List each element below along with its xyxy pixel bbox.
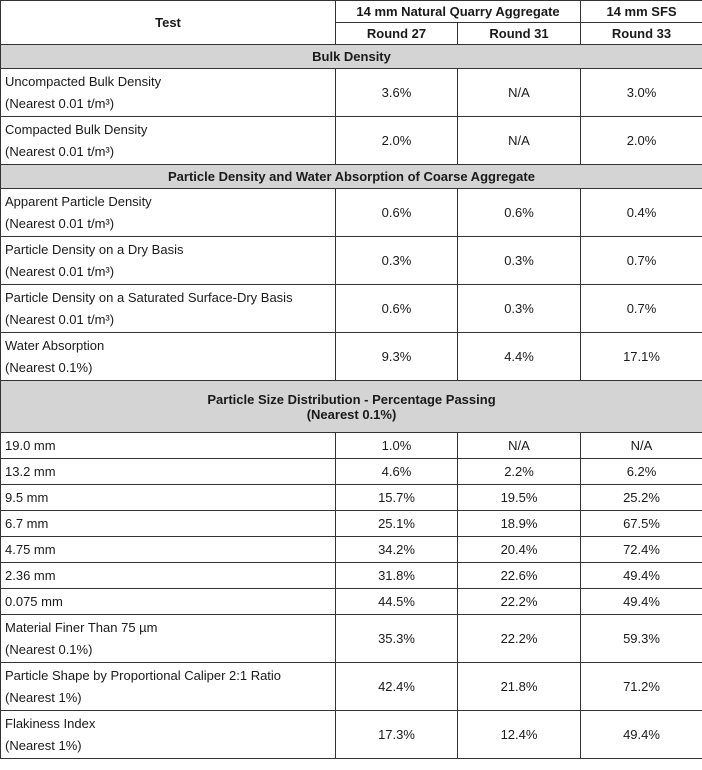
test-name: 19.0 mm (5, 437, 56, 453)
test-label-cell (1, 433, 336, 459)
value-cell: 17.3% (336, 711, 458, 759)
value-cell: 35.3% (336, 615, 458, 663)
value-cell: 21.8% (458, 663, 581, 711)
value-cell: 0.3% (336, 237, 458, 285)
test-name: Particle Density on a Dry Basis (5, 241, 184, 257)
value-cell: 59.3% (581, 615, 702, 663)
table-row (1, 433, 702, 459)
section-title-text: Bulk Density (312, 49, 391, 64)
value-cell: 0.6% (336, 285, 458, 333)
test-precision: (Nearest 0.01 t/m³) (5, 263, 115, 279)
value-cell: N/A (458, 117, 581, 165)
value-cell: 4.6% (336, 459, 458, 485)
section-header-row (1, 165, 702, 189)
test-name: 0.075 mm (5, 593, 63, 609)
value-cell: 0.3% (458, 285, 581, 333)
value-cell: 31.8% (336, 563, 458, 589)
table-body (1, 45, 702, 759)
test-name: Flakiness Index (5, 715, 96, 731)
table-row (1, 189, 702, 237)
test-label-cell (1, 537, 336, 563)
value-cell: 6.2% (581, 459, 702, 485)
test-label-cell (1, 589, 336, 615)
test-name: Particle Shape by Proportional Caliper 2:1 Ratio (5, 667, 282, 683)
test-label-cell (1, 663, 336, 711)
value-cell: N/A (458, 69, 581, 117)
test-name: Compacted Bulk Density (5, 121, 148, 137)
table-row (1, 537, 702, 563)
table-row (1, 615, 702, 663)
value-cell: 3.0% (581, 69, 702, 117)
table-row (1, 285, 702, 333)
section-title (1, 165, 702, 189)
section-title (1, 381, 702, 433)
table-row (1, 589, 702, 615)
test-label-cell (1, 285, 336, 333)
test-label-cell (1, 711, 336, 759)
value-cell: 25.2% (581, 485, 702, 511)
value-cell: 25.1% (336, 511, 458, 537)
section-title-sub: (Nearest 0.1%) (306, 406, 397, 422)
test-label-cell (1, 615, 336, 663)
value-cell: 67.5% (581, 511, 702, 537)
value-cell: 49.4% (581, 589, 702, 615)
value-cell: 22.2% (458, 589, 581, 615)
value-cell: 2.0% (336, 117, 458, 165)
test-label-cell (1, 333, 336, 381)
value-cell: 49.4% (581, 711, 702, 759)
test-label-cell (1, 189, 336, 237)
value-cell: 3.6% (336, 69, 458, 117)
table-row (1, 511, 702, 537)
value-cell: 0.6% (336, 189, 458, 237)
test-precision: (Nearest 1%) (5, 737, 82, 753)
test-name: Particle Density on a Saturated Surface-Dry Basis (5, 289, 293, 305)
section-header-row (1, 45, 702, 69)
value-cell: 34.2% (336, 537, 458, 563)
table-row (1, 117, 702, 165)
test-name: Material Finer Than 75 µm (5, 619, 158, 635)
round-header: Round 31 (458, 23, 581, 45)
section-title-text: Particle Density and Water Absorption of Coarse Aggregate (168, 169, 535, 184)
test-name: Apparent Particle Density (5, 193, 152, 209)
value-cell: N/A (581, 433, 702, 459)
value-cell: 20.4% (458, 537, 581, 563)
test-precision: (Nearest 0.01 t/m³) (5, 311, 115, 327)
section-header-row (1, 381, 702, 433)
test-column-header: Test (1, 1, 336, 45)
test-name: Uncompacted Bulk Density (5, 73, 162, 89)
value-cell: 12.4% (458, 711, 581, 759)
value-cell: 18.9% (458, 511, 581, 537)
test-precision: (Nearest 0.01 t/m³) (5, 95, 115, 111)
value-cell: 9.3% (336, 333, 458, 381)
test-label-cell (1, 117, 336, 165)
section-title (1, 45, 702, 69)
value-cell: 0.6% (458, 189, 581, 237)
table-row (1, 459, 702, 485)
value-cell: 19.5% (458, 485, 581, 511)
test-label-cell (1, 237, 336, 285)
table-row (1, 333, 702, 381)
test-label-cell (1, 511, 336, 537)
table-row (1, 485, 702, 511)
value-cell: 1.0% (336, 433, 458, 459)
value-cell: 22.6% (458, 563, 581, 589)
test-label-cell (1, 459, 336, 485)
value-cell: 71.2% (581, 663, 702, 711)
value-cell: 0.4% (581, 189, 702, 237)
table-row (1, 69, 702, 117)
test-name: 4.75 mm (5, 541, 56, 557)
value-cell: 0.7% (581, 285, 702, 333)
test-precision: (Nearest 1%) (5, 689, 82, 705)
test-name: 13.2 mm (5, 463, 56, 479)
group-header-natural-quarry: 14 mm Natural Quarry Aggregate (336, 1, 581, 23)
value-cell: 2.2% (458, 459, 581, 485)
value-cell: 72.4% (581, 537, 702, 563)
test-label-cell (1, 563, 336, 589)
table-row (1, 663, 702, 711)
test-precision: (Nearest 0.1%) (5, 641, 93, 657)
value-cell: 49.4% (581, 563, 702, 589)
test-name: Water Absorption (5, 337, 105, 353)
value-cell: N/A (458, 433, 581, 459)
round-header: Round 33 (581, 23, 702, 45)
value-cell: 4.4% (458, 333, 581, 381)
test-precision: (Nearest 0.01 t/m³) (5, 215, 115, 231)
value-cell: 42.4% (336, 663, 458, 711)
test-label-cell (1, 485, 336, 511)
value-cell: 0.3% (458, 237, 581, 285)
group-header-sfs: 14 mm SFS (581, 1, 702, 23)
test-name: 2.36 mm (5, 567, 56, 583)
value-cell: 22.2% (458, 615, 581, 663)
value-cell: 2.0% (581, 117, 702, 165)
table-row (1, 237, 702, 285)
table-row (1, 563, 702, 589)
value-cell: 17.1% (581, 333, 702, 381)
value-cell: 44.5% (336, 589, 458, 615)
table-row (1, 711, 702, 759)
test-name: 9.5 mm (5, 489, 49, 505)
test-label-cell (1, 69, 336, 117)
value-cell: 15.7% (336, 485, 458, 511)
round-header: Round 27 (336, 23, 458, 45)
section-title-text: Particle Size Distribution - Percentage Passing (207, 391, 496, 407)
value-cell: 0.7% (581, 237, 702, 285)
test-name: 6.7 mm (5, 515, 49, 531)
test-precision: (Nearest 0.01 t/m³) (5, 143, 115, 159)
test-precision: (Nearest 0.1%) (5, 359, 93, 375)
